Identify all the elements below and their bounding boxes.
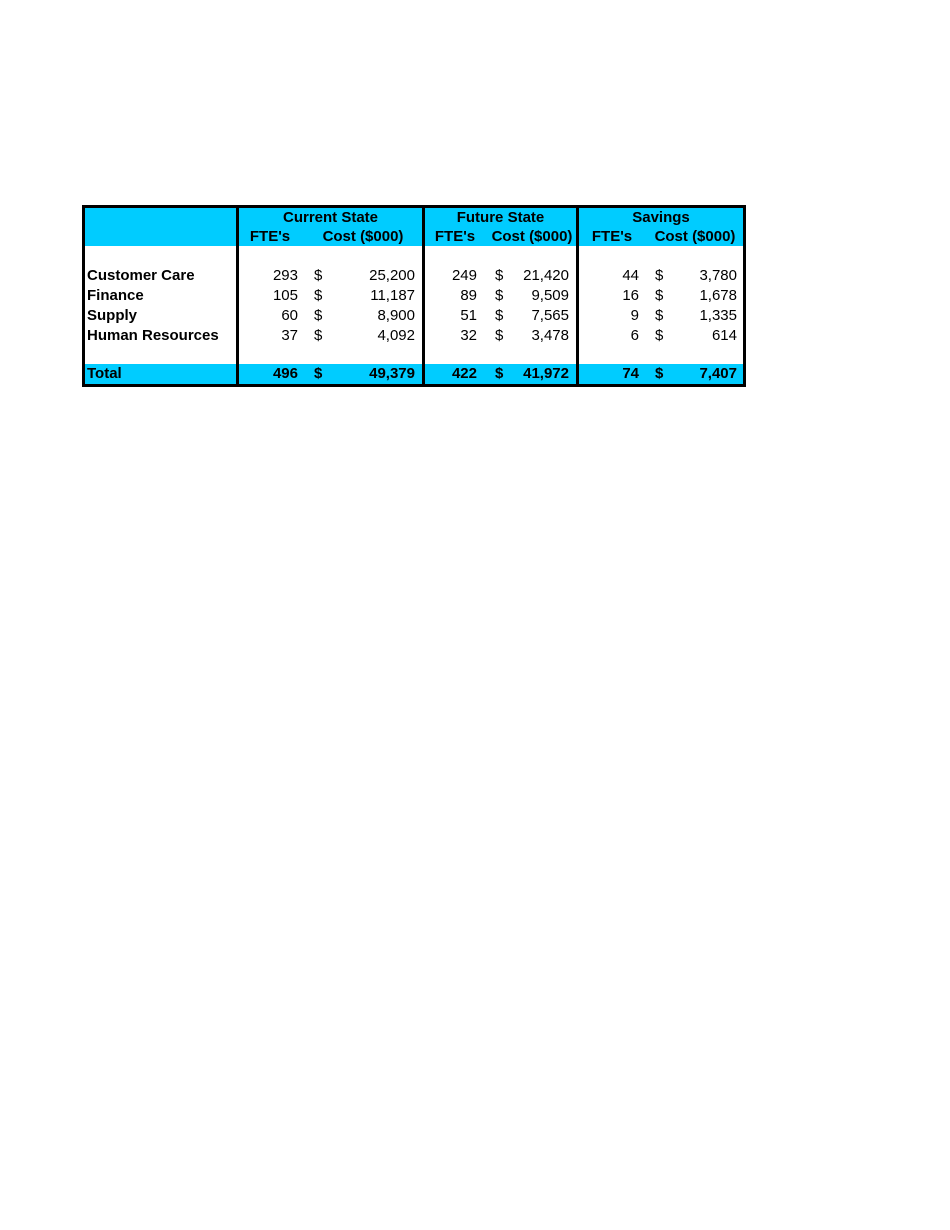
future-cost-cell: 3,478 <box>531 327 569 344</box>
future-cost-cell: 7,565 <box>531 307 569 324</box>
currency-symbol: $ <box>314 307 323 324</box>
row-label: Finance <box>87 287 144 304</box>
current-cost-cell: 25,200 <box>369 267 415 284</box>
current-fte-cell: 37 <box>281 327 298 344</box>
future-fte-cell: 32 <box>460 327 477 344</box>
row-label: Customer Care <box>87 267 195 284</box>
cost-savings-table <box>82 205 746 387</box>
subheader-future-fte: FTE's <box>434 228 476 245</box>
currency-symbol: $ <box>495 365 504 382</box>
savings-cost-cell: 1,678 <box>699 287 737 304</box>
total-savings-fte: 74 <box>622 365 639 382</box>
currency-symbol: $ <box>655 287 664 304</box>
current-fte-cell: 293 <box>272 267 298 284</box>
total-future-fte: 422 <box>451 365 477 382</box>
total-current-cost: 49,379 <box>369 365 415 382</box>
currency-symbol: $ <box>655 307 664 324</box>
current-fte-cell: 105 <box>272 287 298 304</box>
savings-fte-cell: 16 <box>622 287 639 304</box>
total-label: Total <box>87 365 122 382</box>
current-cost-cell: 11,187 <box>370 287 415 304</box>
savings-fte-cell: 6 <box>630 327 639 344</box>
subheader-current-fte: FTE's <box>249 228 291 245</box>
currency-symbol: $ <box>495 327 504 344</box>
future-fte-cell: 51 <box>460 307 477 324</box>
total-savings-cost: 7,407 <box>699 365 737 382</box>
total-future-cost: 41,972 <box>523 365 569 382</box>
savings-cost-cell: 1,335 <box>699 307 737 324</box>
group-header-savings: Savings <box>632 209 690 226</box>
group-header-current-state: Current State <box>282 209 379 226</box>
subheader-future-cost: Cost ($000) <box>491 228 573 245</box>
currency-symbol: $ <box>495 267 504 284</box>
row-label: Supply <box>87 307 138 324</box>
savings-fte-cell: 44 <box>622 267 639 284</box>
current-cost-cell: 8,900 <box>377 307 415 324</box>
future-cost-cell: 9,509 <box>531 287 569 304</box>
currency-symbol: $ <box>314 365 323 382</box>
future-cost-cell: 21,420 <box>523 267 569 284</box>
currency-symbol: $ <box>655 365 664 382</box>
future-fte-cell: 89 <box>460 287 477 304</box>
savings-fte-cell: 9 <box>630 307 639 324</box>
current-cost-cell: 4,092 <box>377 327 415 344</box>
current-fte-cell: 60 <box>281 307 298 324</box>
currency-symbol: $ <box>655 327 664 344</box>
total-current-fte: 496 <box>272 365 298 382</box>
currency-symbol: $ <box>314 287 323 304</box>
subheader-savings-fte: FTE's <box>591 228 633 245</box>
currency-symbol: $ <box>495 287 504 304</box>
subheader-savings-cost: Cost ($000) <box>654 228 736 245</box>
subheader-current-cost: Cost ($000) <box>322 228 404 245</box>
future-fte-cell: 249 <box>451 267 477 284</box>
savings-cost-cell: 3,780 <box>699 267 737 284</box>
group-header-future-state: Future State <box>456 209 545 226</box>
savings-cost-cell: 614 <box>711 327 737 344</box>
row-label: Human Resources <box>87 327 219 344</box>
currency-symbol: $ <box>314 327 323 344</box>
currency-symbol: $ <box>314 267 323 284</box>
currency-symbol: $ <box>495 307 504 324</box>
currency-symbol: $ <box>655 267 664 284</box>
